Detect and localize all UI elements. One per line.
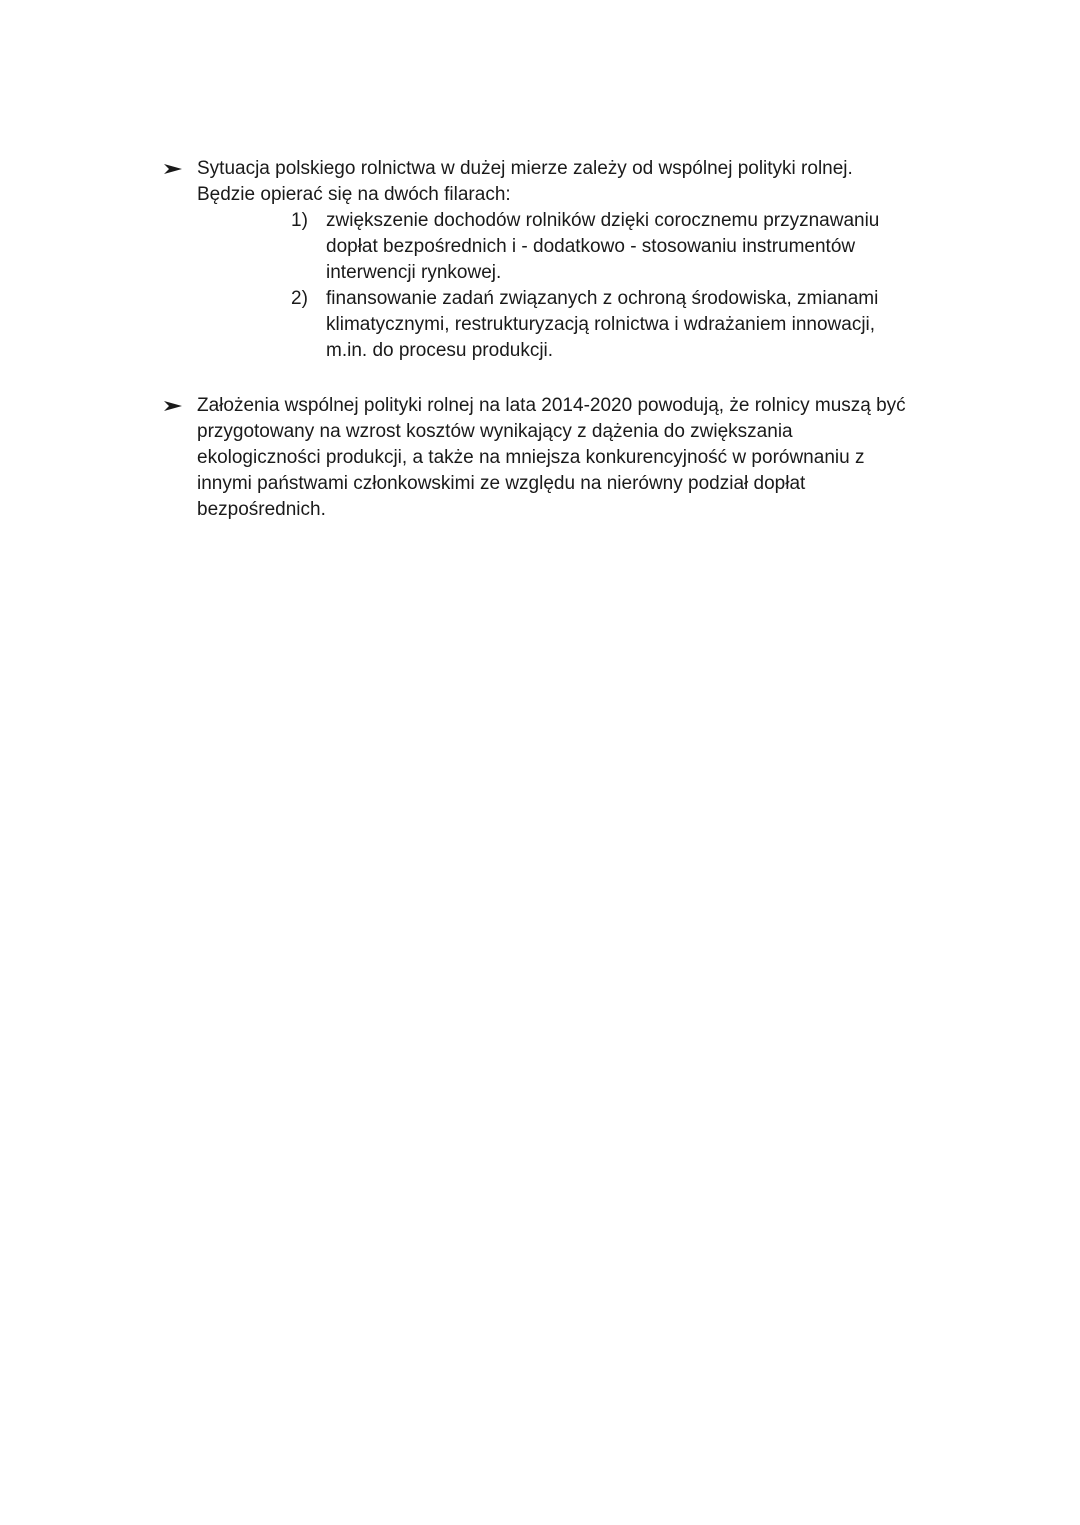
text-line: klimatycznymi, restrukturyzacją rolnictwa i wdrażaniem innowacji, <box>326 314 876 335</box>
numbered-list <box>291 208 931 364</box>
bullet-text <box>197 393 962 523</box>
arrowhead-bullet-icon <box>162 393 184 419</box>
text-line: interwencji rynkowej. <box>326 262 502 283</box>
numbered-item-text <box>326 208 931 286</box>
numbered-item-1 <box>291 208 931 286</box>
numbered-item-2 <box>291 286 931 364</box>
text-line: przygotowany na wzrost kosztów wynikający z dążenia do zwiększania <box>197 421 793 442</box>
list-number: 2) <box>291 288 308 309</box>
bullet-item-1 <box>162 156 962 208</box>
list-number: 1) <box>291 210 308 231</box>
text-line: Będzie opierać się na dwóch filarach: <box>197 184 511 205</box>
text-line: finansowanie zadań związanych z ochroną środowiska, zmianami <box>326 288 879 309</box>
text-line: ekologiczności produkcji, a także na mniejsza konkurencyjność w porównaniu z <box>197 447 865 468</box>
arrowhead-bullet-icon <box>162 156 184 182</box>
text-line: Założenia wspólnej polityki rolnej na lata 2014-2020 powodują, że rolnicy muszą być <box>197 395 906 416</box>
text-line: innymi państwami członkowskimi ze względu na nierówny podział dopłat <box>197 473 806 494</box>
text-line: Sytuacja polskiego rolnictwa w dużej mierze zależy od wspólnej polityki rolnej. <box>197 158 853 179</box>
numbered-item-text <box>326 286 931 364</box>
text-line: m.in. do procesu produkcji. <box>326 340 554 361</box>
text-line: dopłat bezpośrednich i - dodatkowo - stosowaniu instrumentów <box>326 236 856 257</box>
text-line: zwiększenie dochodów rolników dzięki corocznemu przyznawaniu <box>326 210 880 231</box>
text-line: bezpośrednich. <box>197 499 326 520</box>
bullet-item-2 <box>162 393 962 523</box>
bullet-text <box>197 156 962 208</box>
